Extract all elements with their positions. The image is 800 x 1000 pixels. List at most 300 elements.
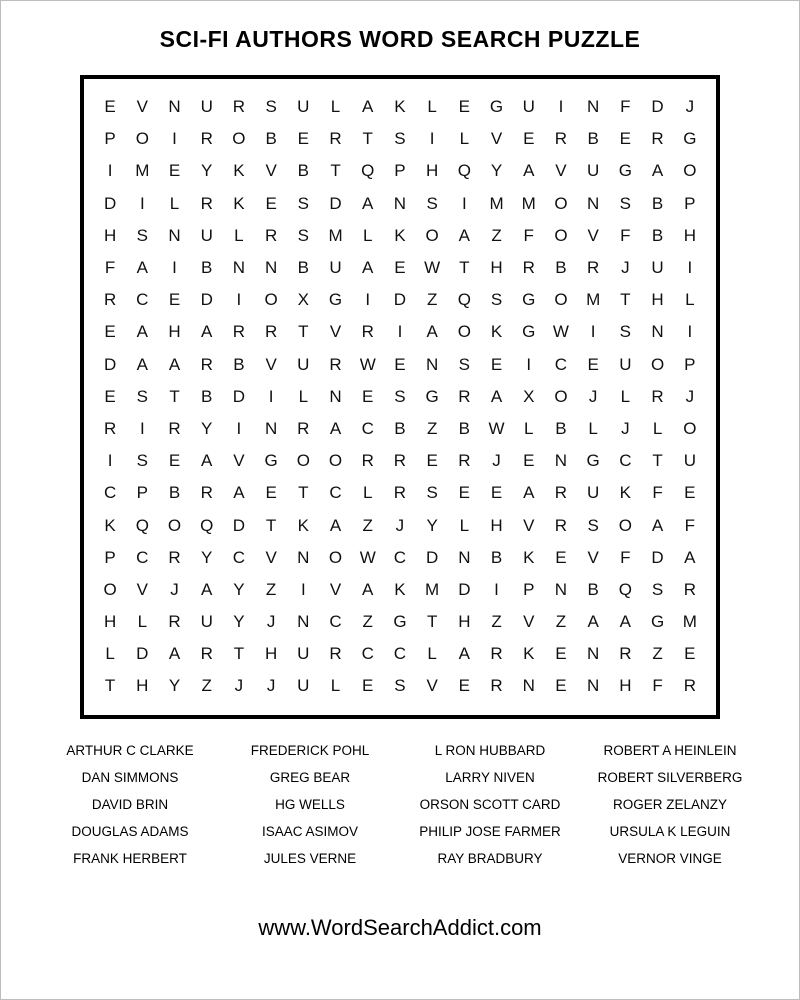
grid-cell: J	[492, 451, 501, 471]
grid-cell: E	[555, 644, 567, 664]
word-list-item: FREDERICK POHL	[250, 742, 370, 758]
grid-cell: V	[426, 676, 438, 696]
grid-cell: N	[393, 193, 407, 213]
grid-cell: U	[200, 97, 213, 117]
grid-cell: E	[490, 354, 503, 374]
grid-cell: Z	[491, 612, 502, 632]
word-list-row	[40, 737, 760, 764]
grid-cell: R	[458, 386, 471, 406]
grid-cell: L	[362, 483, 373, 503]
grid-cell: B	[297, 258, 309, 278]
grid-cell: F	[652, 483, 663, 503]
grid-cell: N	[168, 225, 181, 245]
word-list-row	[40, 791, 760, 818]
grid-cell: D	[232, 386, 246, 406]
grid-cell: S	[651, 579, 664, 599]
grid-cell: A	[490, 386, 503, 406]
grid-cell: N	[168, 97, 181, 117]
grid-cell: A	[136, 354, 148, 374]
word-list-item: HG WELLS	[275, 796, 345, 812]
grid-cell: S	[394, 129, 406, 149]
grid-cell: S	[394, 676, 406, 696]
grid-cell: V	[523, 612, 535, 632]
grid-cell: T	[330, 161, 341, 181]
grid-cell: U	[297, 644, 310, 664]
grid-cell: S	[619, 322, 632, 342]
grid-cell: O	[554, 386, 568, 406]
grid-cell: A	[362, 97, 374, 117]
grid-cell: D	[200, 290, 213, 310]
footer-url	[1, 915, 799, 941]
grid-cell: J	[685, 97, 695, 117]
grid-cell: R	[200, 354, 213, 374]
grid-cell: C	[361, 644, 374, 664]
grid-cell: T	[652, 451, 663, 471]
grid-cell: C	[554, 354, 568, 374]
grid-cell: Z	[491, 225, 502, 245]
grid-cell: C	[136, 547, 149, 567]
grid-cell: B	[651, 193, 664, 213]
grid-cell: S	[587, 515, 599, 535]
grid-cell: B	[265, 129, 277, 149]
grid-cell: A	[136, 322, 148, 342]
grid-cell: F	[523, 225, 534, 245]
grid-cell: U	[587, 483, 600, 503]
grid-cell: E	[104, 386, 116, 406]
grid-cell: I	[494, 579, 499, 599]
grid-cell: H	[490, 515, 503, 535]
word-list-item: PHILIP JOSE FARMER	[419, 823, 561, 839]
grid-cell: E	[458, 97, 470, 117]
grid-cell: G	[264, 451, 278, 471]
grid-cell: I	[107, 451, 113, 471]
grid-cell: E	[168, 290, 181, 310]
grid-cell: O	[232, 129, 246, 149]
grid-cell: R	[361, 322, 374, 342]
grid-row	[94, 413, 706, 445]
grid-cell: S	[490, 290, 503, 310]
grid-cell: T	[298, 483, 309, 503]
grid-cell: B	[555, 418, 567, 438]
grid-cell: C	[136, 290, 149, 310]
grid-cell: B	[233, 354, 245, 374]
grid-cell: S	[136, 386, 148, 406]
word-list-item: RAY BRADBURY	[437, 850, 543, 866]
grid-cell: I	[687, 258, 693, 278]
grid-cell: H	[136, 676, 149, 696]
grid-cell: E	[555, 676, 567, 696]
grid-cell: E	[168, 451, 181, 471]
grid-cell: B	[651, 225, 664, 245]
grid-cell: U	[619, 354, 632, 374]
grid-cell: H	[683, 225, 696, 245]
grid-cell: K	[394, 225, 406, 245]
grid-row	[94, 574, 706, 606]
grid-cell: O	[457, 322, 471, 342]
grid-cell: I	[139, 193, 145, 213]
grid-cell: F	[104, 258, 116, 278]
grid-cell: L	[588, 418, 598, 438]
grid-cell: E	[394, 258, 406, 278]
grid-cell: N	[554, 451, 568, 471]
grid-cell: M	[521, 193, 536, 213]
grid-cell: B	[201, 258, 213, 278]
grid-row	[94, 638, 706, 670]
grid-cell: S	[394, 386, 406, 406]
grid-cell: V	[136, 579, 148, 599]
grid-cell: N	[651, 322, 664, 342]
grid-cell: W	[552, 322, 569, 342]
grid-cell: A	[168, 644, 181, 664]
grid-cell: T	[104, 676, 116, 696]
grid-cell: D	[329, 193, 342, 213]
grid-cell: L	[330, 676, 341, 696]
grid-cell: R	[329, 129, 342, 149]
grid-cell: O	[650, 354, 665, 374]
grid-cell: R	[651, 386, 664, 406]
grid-cell: B	[490, 547, 503, 567]
grid-cell: O	[296, 451, 310, 471]
grid-cell: I	[397, 322, 403, 342]
grid-cell: K	[523, 547, 535, 567]
grid-cell: U	[297, 354, 310, 374]
grid-cell: I	[365, 290, 371, 310]
word-list-item: VERNOR VINGE	[618, 850, 722, 866]
grid-cell: E	[394, 354, 406, 374]
word-list-item: ROBERT A HEINLEIN	[603, 742, 737, 758]
grid-cell: Q	[618, 579, 632, 599]
grid-cell: E	[490, 483, 503, 503]
grid-cell: T	[459, 258, 470, 278]
grid-cell: C	[232, 547, 246, 567]
grid-cell: R	[168, 418, 181, 438]
grid-cell: A	[201, 579, 213, 599]
word-list	[40, 737, 760, 872]
grid-cell: A	[523, 161, 535, 181]
grid-cell: R	[554, 483, 568, 503]
grid-cell: C	[361, 418, 374, 438]
grid-cell: I	[526, 354, 532, 374]
grid-cell: U	[297, 97, 310, 117]
grid-cell: K	[233, 161, 245, 181]
grid-cell: O	[554, 225, 568, 245]
grid-cell: D	[651, 97, 664, 117]
grid-cell: R	[200, 483, 213, 503]
grid-cell: H	[490, 258, 503, 278]
grid-cell: Y	[233, 612, 245, 632]
grid-cell: U	[200, 612, 213, 632]
grid-cell: M	[425, 579, 440, 599]
grid-cell: S	[458, 354, 470, 374]
grid-cell: P	[684, 354, 696, 374]
grid-cell: A	[233, 483, 245, 503]
grid-cell: R	[329, 354, 342, 374]
grid-cell: R	[297, 418, 310, 438]
grid-cell: O	[683, 161, 697, 181]
grid-cell: Z	[426, 290, 438, 310]
grid-cell: J	[234, 676, 244, 696]
grid-cell: R	[458, 451, 471, 471]
grid-cell: T	[233, 644, 245, 664]
grid-cell: E	[523, 129, 535, 149]
grid-cell: E	[265, 193, 277, 213]
grid-cell: C	[619, 451, 632, 471]
grid-cell: I	[139, 418, 145, 438]
grid-cell: H	[103, 612, 117, 632]
grid-cell: S	[426, 483, 438, 503]
grid-cell: J	[266, 676, 276, 696]
grid-cell: B	[394, 418, 406, 438]
grid-row	[94, 220, 706, 252]
grid-row	[94, 445, 706, 477]
grid-cell: J	[395, 515, 405, 535]
grid-cell: E	[458, 483, 470, 503]
word-list-item: FRANK HERBERT	[73, 850, 187, 866]
grid-cell: V	[136, 97, 148, 117]
grid-cell: A	[458, 225, 470, 245]
word-search-grid	[80, 75, 720, 719]
grid-cell: I	[300, 579, 306, 599]
grid-cell: E	[104, 97, 116, 117]
grid-cell: A	[136, 258, 148, 278]
grid-cell: N	[522, 676, 535, 696]
grid-cell: D	[651, 547, 664, 567]
grid-cell: I	[461, 193, 467, 213]
page-title: SCI-FI AUTHORS WORD SEARCH PUZZLE	[159, 26, 641, 52]
grid-row	[94, 509, 706, 541]
grid-cell: U	[651, 258, 664, 278]
grid-cell: H	[651, 290, 664, 310]
grid-cell: R	[587, 258, 600, 278]
word-list-item: L RON HUBBARD	[434, 742, 546, 758]
grid-cell: G	[586, 451, 600, 471]
grid-cell: W	[424, 258, 441, 278]
grid-cell: S	[619, 193, 632, 213]
grid-cell: F	[684, 515, 696, 535]
grid-cell: P	[523, 579, 535, 599]
grid-cell: Q	[457, 161, 471, 181]
grid-cell: B	[201, 386, 213, 406]
grid-cell: N	[587, 97, 600, 117]
grid-cell: V	[587, 547, 599, 567]
grid-cell: V	[555, 161, 567, 181]
grid-cell: D	[232, 515, 246, 535]
grid-cell: G	[522, 290, 536, 310]
grid-row	[94, 188, 706, 220]
grid-cell: M	[586, 290, 601, 310]
grid-cell: R	[200, 644, 213, 664]
grid-cell: S	[136, 225, 148, 245]
grid-cell: P	[136, 483, 148, 503]
word-list-item: ARTHUR C CLARKE	[66, 742, 194, 758]
word-list-item: ORSON SCOTT CARD	[419, 796, 561, 812]
grid-cell: K	[233, 193, 245, 213]
grid-cell: E	[523, 451, 535, 471]
grid-cell: Q	[361, 161, 375, 181]
grid-cell: E	[426, 451, 438, 471]
grid-cell: L	[459, 129, 470, 149]
grid-cell: N	[587, 644, 600, 664]
grid-cell: L	[362, 225, 373, 245]
grid-cell: H	[619, 676, 632, 696]
grid-cell: Z	[265, 579, 277, 599]
grid-cell: R	[554, 129, 568, 149]
grid-cell: A	[619, 612, 632, 632]
grid-cell: R	[329, 644, 342, 664]
grid-cell: K	[394, 579, 406, 599]
grid-cell: H	[103, 225, 117, 245]
grid-cell: G	[522, 322, 536, 342]
grid-cell: D	[425, 547, 439, 567]
word-list-item: JULES VERNE	[263, 850, 357, 866]
grid-cell: M	[682, 612, 697, 632]
grid-cell: H	[458, 612, 471, 632]
word-list-item: GREG BEAR	[269, 769, 351, 785]
word-list-item: URSULA K LEGUIN	[609, 823, 731, 839]
grid-cell: B	[168, 483, 181, 503]
grid-cell: K	[490, 322, 503, 342]
grid-cell: C	[393, 547, 407, 567]
grid-cell: A	[651, 515, 664, 535]
grid-cell: B	[555, 258, 567, 278]
grid-cell: K	[619, 483, 632, 503]
grid-cell: I	[558, 97, 564, 117]
grid-cell: J	[621, 418, 630, 438]
grid-cell: R	[168, 612, 181, 632]
grid-cell: K	[104, 515, 116, 535]
grid-cell: N	[425, 354, 439, 374]
grid-cell: T	[362, 129, 373, 149]
grid-cell: T	[298, 322, 309, 342]
grid-cell: Q	[135, 515, 149, 535]
grid-cell: E	[168, 161, 181, 181]
grid-cell: T	[169, 386, 180, 406]
grid-cell: A	[201, 451, 213, 471]
grid-cell: W	[359, 354, 376, 374]
grid-cell: T	[265, 515, 277, 535]
grid-cell: C	[393, 644, 407, 664]
word-list-row	[40, 764, 760, 791]
grid-cell: U	[587, 161, 600, 181]
footer-text: www.WordSearchAddict.com	[258, 915, 542, 940]
grid-cell: E	[362, 386, 374, 406]
grid-cell: O	[554, 290, 568, 310]
grid-cell: A	[651, 161, 664, 181]
grid-cell: J	[685, 386, 695, 406]
grid-cell: F	[652, 676, 663, 696]
grid-cell: E	[684, 483, 696, 503]
grid-cell: I	[236, 290, 242, 310]
grid-cell: M	[489, 193, 504, 213]
grid-cell: K	[523, 644, 535, 664]
grid-cell: J	[266, 612, 276, 632]
grid-cell: W	[488, 418, 505, 438]
grid-cell: A	[329, 515, 342, 535]
grid-cell: C	[329, 612, 342, 632]
grid-row	[94, 349, 706, 381]
grid-cell: J	[170, 579, 179, 599]
grid-cell: U	[297, 676, 310, 696]
grid-cell: G	[489, 97, 504, 117]
grid-row	[94, 284, 706, 316]
grid-cell: L	[524, 418, 534, 438]
grid-cell: I	[429, 129, 435, 149]
grid-cell: O	[554, 193, 568, 213]
grid-cell: M	[135, 161, 150, 181]
grid-cell: G	[618, 161, 632, 181]
grid-cell: V	[265, 354, 277, 374]
grid-cell: O	[328, 547, 343, 567]
grid-cell: R	[200, 193, 213, 213]
word-list-item: ROBERT SILVERBERG	[597, 769, 743, 785]
grid-cell: R	[619, 644, 632, 664]
grid-cell: Z	[652, 644, 663, 664]
grid-cell: N	[264, 418, 278, 438]
grid-cell: I	[172, 129, 177, 149]
grid-cell: H	[425, 161, 439, 181]
grid-cell: I	[590, 322, 596, 342]
grid-cell: S	[297, 193, 309, 213]
grid-cell: O	[425, 225, 439, 245]
grid-cell: R	[651, 129, 664, 149]
grid-cell: M	[328, 225, 343, 245]
grid-cell: E	[104, 322, 116, 342]
grid-cell: N	[329, 386, 342, 406]
grid-cell: I	[172, 258, 177, 278]
word-list-item: LARRY NIVEN	[445, 769, 535, 785]
grid-cell: R	[232, 97, 246, 117]
grid-cell: A	[201, 322, 213, 342]
word-list-item: ROGER ZELANZY	[612, 796, 728, 812]
grid-cell: E	[362, 676, 374, 696]
letter-grid-table	[94, 91, 706, 703]
grid-cell: D	[393, 290, 407, 310]
grid-cell: N	[232, 258, 246, 278]
grid-cell: E	[587, 354, 599, 374]
grid-cell: A	[458, 644, 470, 664]
grid-cell: D	[103, 193, 117, 213]
grid-cell: V	[233, 451, 245, 471]
word-list-row	[40, 818, 760, 845]
grid-cell: R	[232, 322, 246, 342]
grid-cell: R	[554, 515, 568, 535]
grid-cell: A	[587, 612, 599, 632]
grid-cell: A	[362, 258, 374, 278]
grid-cell: A	[168, 354, 181, 374]
grid-cell: A	[362, 193, 374, 213]
grid-cell: Z	[362, 612, 373, 632]
grid-cell: L	[427, 644, 437, 664]
grid-cell: Q	[200, 515, 214, 535]
grid-cell: V	[265, 161, 277, 181]
grid-cell: R	[200, 129, 213, 149]
grid-cell: N	[587, 676, 600, 696]
grid-cell: A	[523, 483, 535, 503]
grid-row	[94, 606, 706, 638]
grid-cell: R	[683, 676, 696, 696]
grid-cell: K	[394, 97, 406, 117]
word-list-table	[40, 737, 760, 872]
grid-row	[94, 91, 706, 123]
grid-cell: O	[328, 451, 343, 471]
grid-cell: R	[264, 322, 278, 342]
grid-cell: D	[103, 354, 117, 374]
grid-cell: R	[490, 644, 503, 664]
grid-cell: Y	[201, 418, 213, 438]
grid-cell: O	[683, 418, 697, 438]
grid-cell: N	[264, 258, 278, 278]
grid-cell: B	[458, 418, 470, 438]
